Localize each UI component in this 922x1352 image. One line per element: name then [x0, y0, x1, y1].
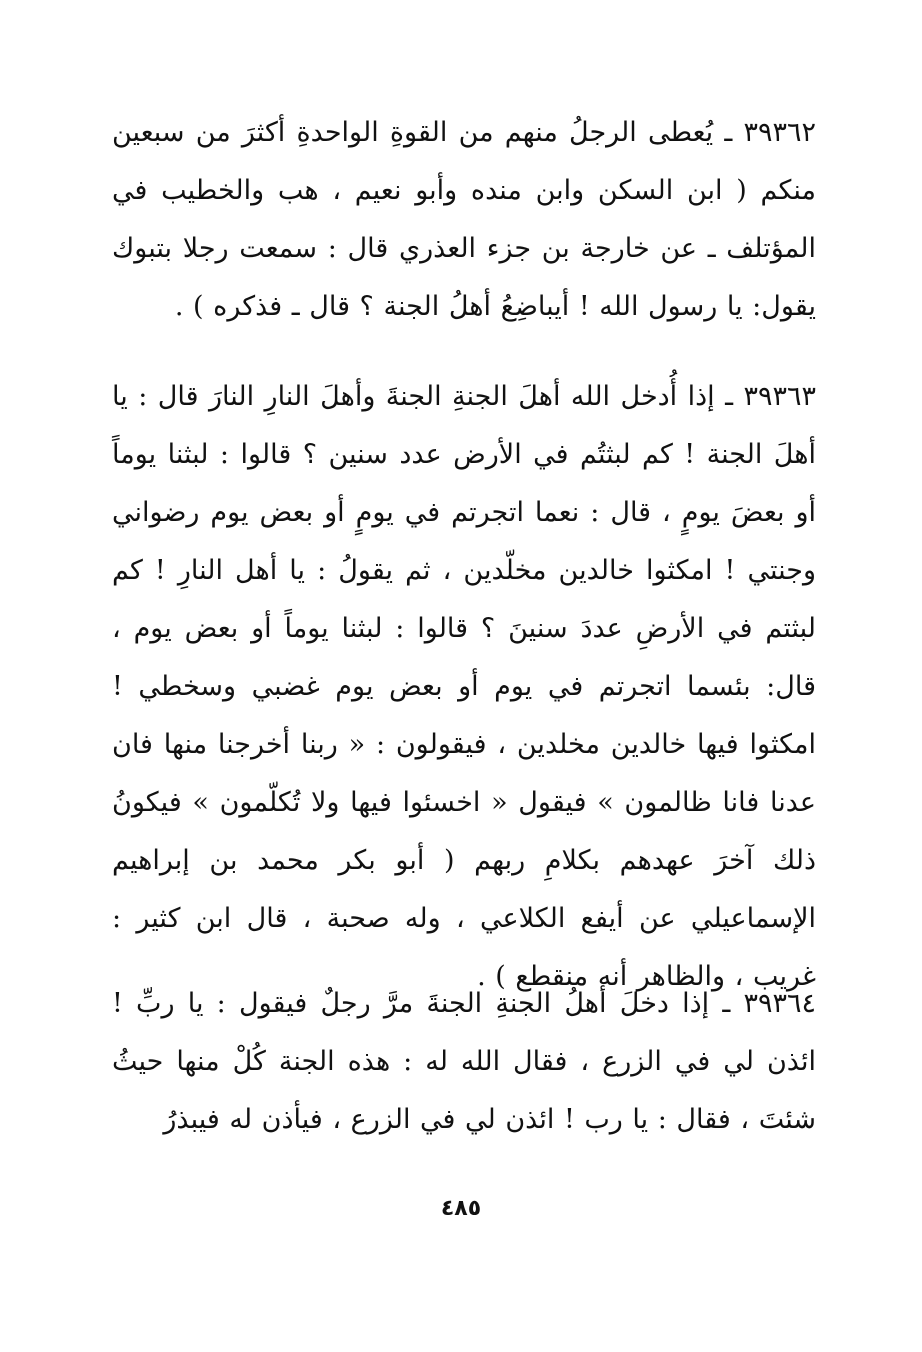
page-number: ٤٨٥: [440, 1196, 482, 1221]
hadith-39364: ٣٩٣٦٤ ـ إذا دخلَ أهلُ الجنةِ الجنةَ مرَّ رجلٌ فيقول : يا ربِّ ! ائذن لي في الزرع ، فقال الله له : هذه الجنة كُلْ منها حيثُ شئتَ ، فقال : يا رب ! ائذن لي في الزرع ، فيأذن له فيبذرُ: [112, 988, 816, 1135]
hadith-39362: ٣٩٣٦٢ ـ يُعطى الرجلُ منهم من القوةِ الواحدةِ أكثرَ من سبعين منكم ( ابن السكن وابن منده وأبو نعيم ، هب والخطيب في المؤتلف ـ عن خارجة بن جزء العذري قال : سمعت رجلا بتبوك يقول: يا رسول الله ! أيباضِعُ أهلُ الجنة ؟ قال ـ فذكره ) .: [112, 117, 816, 322]
hadith-39363: ٣٩٣٦٣ ـ إذا أُدخل الله أهلَ الجنةِ الجنةَ وأهلَ النارِ النارَ قال : يا أهلَ الجنة ! كم لبثتُم في الأرض عدد سنين ؟ قالوا : لبثنا يوماً أو بعضَ يومٍ ، قال : نعما اتجرتم في يومٍ أو بعض يوم رضواني وجنتي ! امكثوا خالدين مخلّدين ، ثم يقولُ : يا أهل النارِ ! كم لبثتم في الأرضِ عددَ سنينَ ؟ قالوا : لبثنا يوماً أو بعض يوم ، قال: بئسما اتجرتم في يوم أو بعض يوم غضبي وسخطي ! امكثوا فيها خالدين مخلدين ، فيقولون : « ربنا أخرجنا منها فان عدنا فانا ظالمون » فيقول « اخسئوا فيها ولا تُكلّمون » فيكونُ ذلك آخرَ عهدهم بكلامِ ربهم ( أبو بكر محمد بن إبراهيم الإسماعيلي عن أيفع الكلاعي ، وله صحبة ، قال ابن كثير : غريب ، والظاهر أنه منقطع ) .: [112, 381, 816, 992]
